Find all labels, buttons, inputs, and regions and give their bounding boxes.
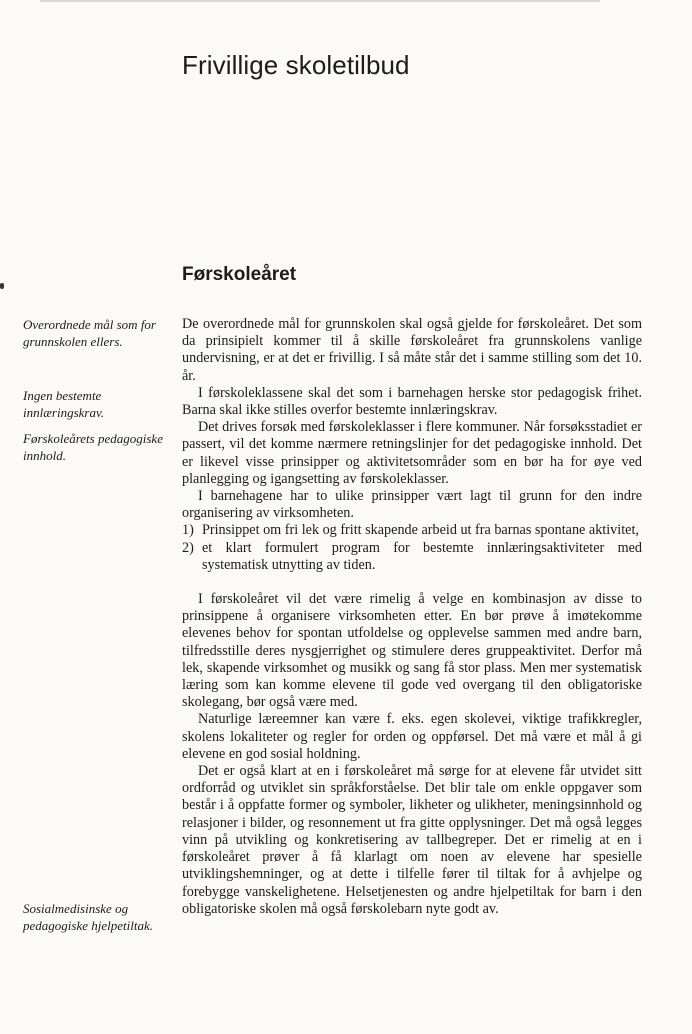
section-heading: Førskoleåret [182, 264, 297, 285]
list-number: 2) [182, 539, 194, 556]
paragraph: Det er også klart at en i førskoleåret må sørge for at elevene får utvidet sitt ordforråd og utviklet sin språkforståelse. Det blir tale om enkle oppgaver som består i å oppfatte former og symboler, likheter og ulikheter, meningsinnhold og relasjoner i bilder, og resonnement ut fra gitte opplysninger. Det må også legges vinn på utvikling og konkretisering av tallbegreper. Det er rimelig at en i førskoleåret prøver å få klarlagt om noen av elevene har spesielle utviklingshemninger, og at dette i tilfelle fører til tiltak for å avhjelpe og forebygge vanskelighetene. Helsetjenesten og andre hjelpetiltak for barn i den obligatoriske skolen må også førskolebarn nyte godt av. [182, 763, 642, 917]
paragraph: Naturlige læreemner kan være f. eks. egen skolevei, viktige trafikkregler, skolens lokaliteter og regler for orden og oppførsel. Det må være et mål å gi elevene en god sosial holdning. [182, 711, 642, 762]
margin-note-content: Førskoleårets pedagogiske innhold. [23, 431, 163, 463]
page-title: Frivillige skoletilbud [182, 50, 410, 80]
principles-list [182, 522, 642, 574]
paragraph: I førskoleklassene skal det som i barnehagen herske stor pedagogisk frihet. Barna skal ikke stilles overfor bestemte innlæringskrav. [182, 384, 642, 419]
paragraph: I barnehagene har to ulike prinsipper vært lagt til grunn for den indre organisering av virksomheten. [182, 488, 642, 522]
list-number: 1) [182, 522, 194, 539]
page-edge-mark [0, 283, 4, 289]
paragraph: I førskoleåret vil det være rimelig å velge en kombinasjon av disse to prinsippene å organisere virksomheten etter. En bør prøve å imøtekomme elevenes behov for spontan utfoldelse og opplevelse sammen med andre barn, tilfredsstille deres nysgjerrighet og stimulere deres gruppeaktivitet. Derfor må lek, skapende virksomhet og musikk og sang få stor plass. Men mer systematisk læring som kan komme elevene til gode ved overgang til den obligatoriske skolegang, bør også være med. [182, 591, 642, 711]
margin-note-goals: Overordnede mål som for grunnskolen ellers. [23, 317, 156, 349]
margin-note-requirements: Ingen bestemte innlæringskrav. [23, 388, 105, 420]
list-text: et klart formulert program for bestemte innlæringsaktiviteter med systematisk utnytting av tiden. [202, 539, 642, 573]
list-text: Prinsippet om fri lek og fritt skapende arbeid ut fra barnas spontane aktivitet, [202, 522, 639, 539]
margin-note-support: Sosialmedisinske og pedagogiske hjelpetiltak. [23, 901, 153, 933]
paragraph: De overordnede mål for grunnskolen skal også gjelde for førskoleåret. Det som da prinsipielt kommer til å skille førskoleåret fra grunnskolens vanlige undervisning, er at det er frivillig. I så måte står det i samme stilling som det 10. år. [182, 316, 642, 384]
list-item [182, 540, 642, 574]
top-rule [40, 0, 600, 2]
body-text [182, 316, 642, 918]
list-item [182, 522, 642, 539]
paragraph: Det drives forsøk med førskoleklasser i flere kommuner. Når forsøksstadiet er passert, vil det komme nærmere retningslinjer for det pedagogiske innhold. Det er likevel visse prinsipper og aktivitetsområder som en bør ha for øye ved planlegging og igangsetting av førskoleklasser. [182, 419, 642, 487]
